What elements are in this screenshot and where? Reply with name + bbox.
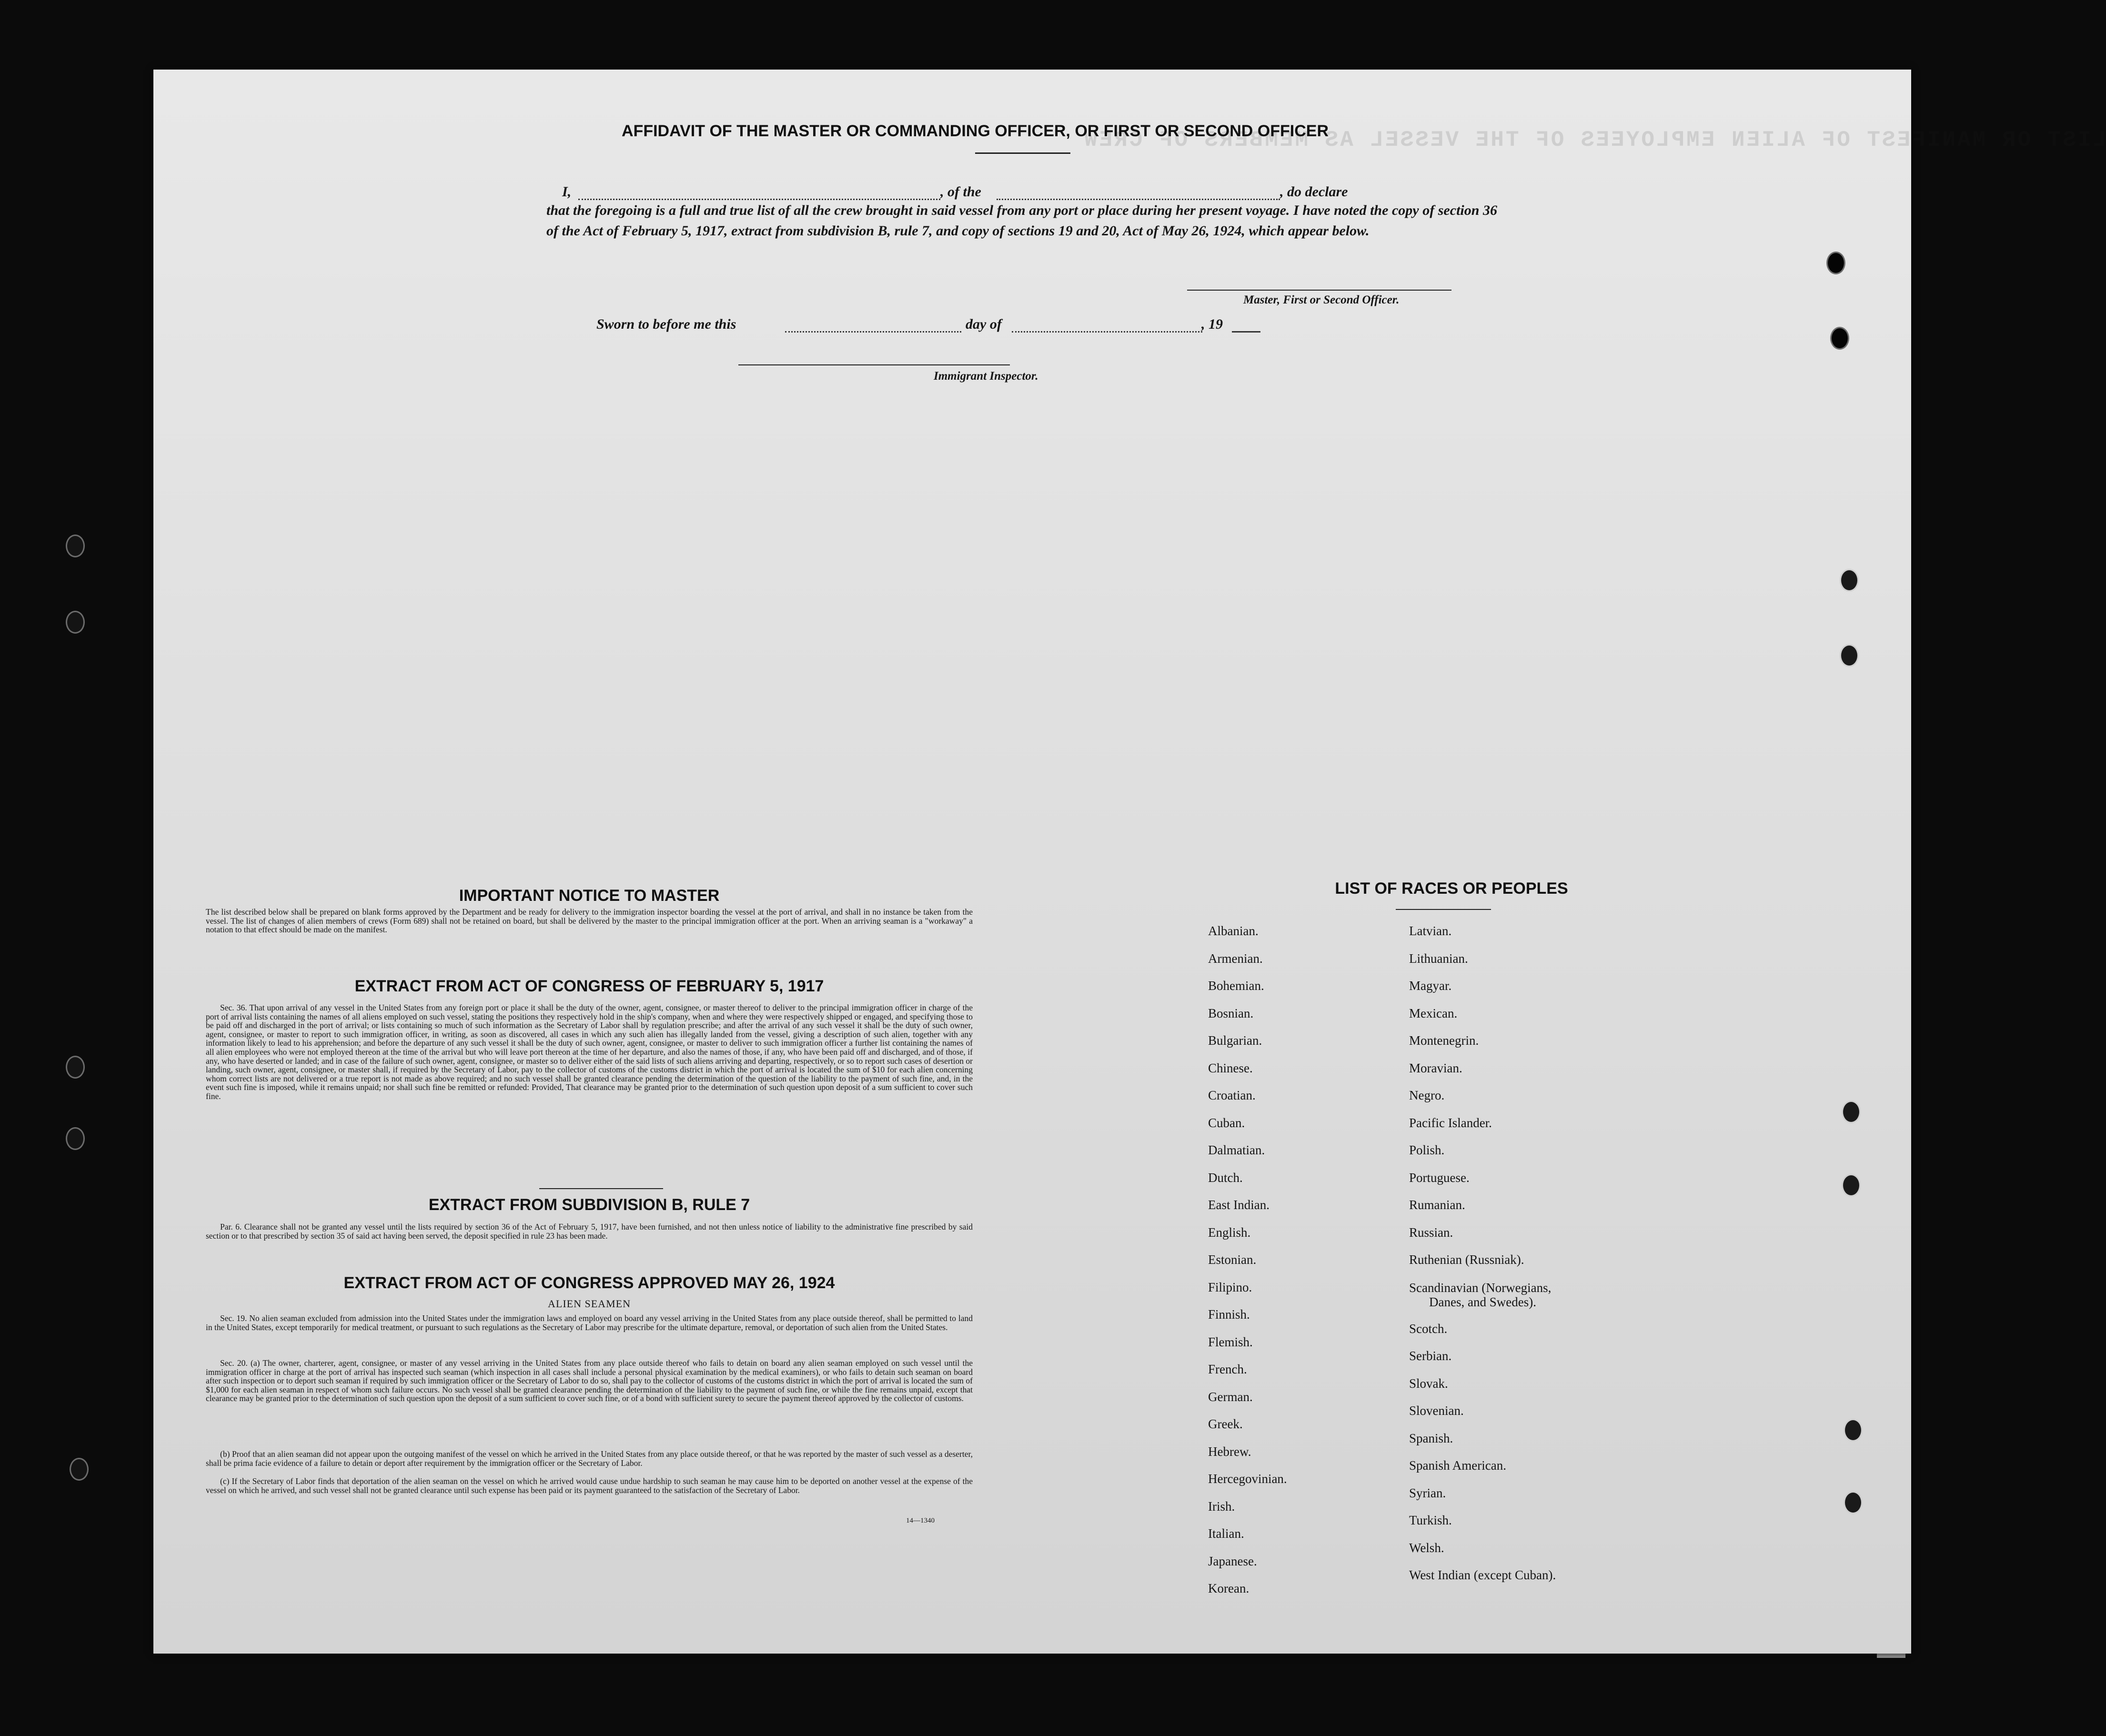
- race-item: Latvian.: [1409, 924, 1452, 938]
- inspector-label: Immigrant Inspector.: [934, 370, 1038, 383]
- notice-title: IMPORTANT NOTICE TO MASTER: [459, 887, 720, 905]
- race-item: Dutch.: [1208, 1170, 1243, 1185]
- punch-hole: [1842, 1100, 1861, 1123]
- extract-rule7-title: EXTRACT FROM SUBDIVISION B, RULE 7: [428, 1196, 750, 1214]
- affidavit-title: AFFIDAVIT OF THE MASTER OR COMMANDING OFFICER, OR FIRST OR SECOND OFFICER: [622, 122, 1329, 140]
- race-item: Albanian.: [1208, 924, 1259, 938]
- race-item: Irish.: [1208, 1499, 1235, 1514]
- race-item: Montenegrin.: [1409, 1033, 1479, 1048]
- affidavit-line1-prefix: I,: [562, 184, 572, 200]
- affidavit-vessel-field[interactable]: [997, 186, 1280, 200]
- race-item: Moravian.: [1409, 1060, 1462, 1075]
- binder-hole: [66, 1056, 85, 1079]
- race-item: West Indian (except Cuban).: [1409, 1568, 1556, 1582]
- binder-hole: [66, 611, 85, 634]
- race-item: Cuban.: [1208, 1115, 1245, 1130]
- races-list-right: [1409, 918, 1556, 1589]
- race-item: Slovenian.: [1409, 1403, 1464, 1418]
- races-list-left: [1208, 918, 1287, 1603]
- sworn-year-label: , 19: [1201, 316, 1223, 332]
- affidavit-title-underline: [975, 152, 1070, 154]
- binder-hole: [66, 1127, 85, 1150]
- race-item: Lithuanian.: [1409, 951, 1468, 966]
- race-item: Danes, and Swedes).: [1429, 1294, 1536, 1309]
- punch-hole: [1844, 1419, 1863, 1442]
- form-number: 14—1340: [906, 1517, 935, 1524]
- punch-hole: [1826, 252, 1845, 274]
- race-item: Korean.: [1208, 1581, 1249, 1595]
- race-item: Japanese.: [1208, 1554, 1257, 1568]
- race-item: Estonian.: [1208, 1252, 1257, 1267]
- punch-hole: [1830, 327, 1849, 350]
- race-item: Bosnian.: [1208, 1006, 1254, 1020]
- race-item: Magyar.: [1409, 979, 1452, 993]
- races-title-underline: [1396, 909, 1491, 910]
- race-item: Welsh.: [1409, 1540, 1444, 1555]
- extract-1924-sec20a: Sec. 20. (a) The owner, charterer, agent, consignee, or master of any vessel arriving in the United States from any place outside thereof who fails to detain on board any alien seaman employed on such vessel until the immigration officer in charge at the port of arrival has inspected such seaman (which inspection in all cases shall include a personal physical examination by the medical examiners), or who fails to detain such seaman on board after such inspection or to deport such seaman if required by such immigration officer or the Secretary of Labor to do so, shall pay to the collector of customs of the customs district in which the port of arrival is located the sum of $1,000 for each alien seaman in respect of whom such failure occurs. No such vessel shall be granted clearance pending the determination of the liability to the payment of such fine, or while the fine remains unpaid, except that clearance may be granted prior to the determination of such question upon the deposit of a sum sufficient to cover such fine, or of a bond with sufficient surety to secure the payment thereof approved by the collector of customs.: [206, 1358, 973, 1403]
- sworn-day-field[interactable]: [785, 319, 961, 333]
- binder-hole: [66, 535, 85, 557]
- race-item: Mexican.: [1409, 1006, 1458, 1020]
- race-item: Slovak.: [1409, 1376, 1448, 1391]
- notice-text: The list described below shall be prepared on blank forms approved by the Department and be ready for delivery to the immigration inspector boarding the vessel at the port of arrival, and shall in no instance be taken from the vessel. The list of changes of alien members of crews (Form 689) shall not be retained on board, but shall be delivered by the master to the principal immigration officer at the port. When an arriving seaman is a "workaway" a notation to that effect should be made on the manifest.: [206, 907, 973, 935]
- race-item: Croatian.: [1208, 1088, 1256, 1102]
- race-item: Hercegovinian.: [1208, 1472, 1287, 1486]
- punch-hole: [1844, 1491, 1863, 1514]
- bleed-through-header: LIST OR MANIFEST OF ALIEN EMPLOYEES OF THE VESSEL AS MEMBERS OF CREW: [1082, 128, 2106, 152]
- race-item: Bulgarian.: [1208, 1033, 1262, 1048]
- sworn-year-field[interactable]: [1232, 319, 1260, 333]
- race-item: Ruthenian (Russniak).: [1409, 1252, 1524, 1267]
- race-item: Serbian.: [1409, 1349, 1452, 1363]
- race-item: Spanish.: [1409, 1431, 1453, 1445]
- extract-rule7-text: Par. 6. Clearance shall not be granted any vessel until the lists required by section 36 of the Act of February 5, 1917, have been furnished, and not then unless notice of liability to the administrative fine prescribed by said section or to that prescribed by section 35 of said act having been served, the deposit specified in rule 23 has been made.: [206, 1222, 973, 1241]
- race-item: Chinese.: [1208, 1060, 1253, 1075]
- race-item: Greek.: [1208, 1417, 1243, 1431]
- manifest-back-page: [153, 70, 2106, 1654]
- punch-hole: [1840, 644, 1859, 667]
- extract-1917-title: EXTRACT FROM ACT OF CONGRESS OF FEBRUARY 5, 1917: [354, 977, 824, 995]
- race-item: Hebrew.: [1208, 1444, 1251, 1459]
- race-item: Bohemian.: [1208, 979, 1264, 993]
- extract-1924-sec19: Sec. 19. No alien seaman excluded from admission into the United States under the immigration laws and employed on board any vessel arriving in the United States from any place outside thereof, shall be permitted to land in the United States, except temporarily for medical treatment, or pursuant to such regulations as the Secretary of Labor may prescribe for the ultimate departure, removal, or deportation of such alien from the United States.: [206, 1313, 973, 1332]
- race-item: German.: [1208, 1389, 1253, 1404]
- inspector-signature-line[interactable]: [738, 364, 1010, 365]
- race-item: Russian.: [1409, 1225, 1453, 1240]
- race-item: Dalmatian.: [1208, 1143, 1265, 1157]
- race-item: Negro.: [1409, 1088, 1445, 1102]
- sworn-prefix: Sworn to before me this: [596, 316, 736, 332]
- race-item: English.: [1208, 1225, 1251, 1240]
- extract-1924-sec20c: (c) If the Secretary of Labor finds that deportation of the alien seaman on the vessel on which he arrived would cause undue hardship to such seaman he may cause him to be deported on another vessel at the expense of the vessel on which he arrived, and such vessel shall not be granted clearance until such expense has been paid or its payment guaranteed to the satisfaction of the Secretary of Labor.: [206, 1476, 973, 1495]
- master-signature-line[interactable]: [1187, 290, 1451, 291]
- race-item: Armenian.: [1208, 951, 1263, 966]
- extract-1924-subtitle: ALIEN SEAMEN: [548, 1298, 631, 1310]
- race-item: Pacific Islander.: [1409, 1115, 1492, 1130]
- race-item: Spanish American.: [1409, 1458, 1506, 1473]
- extract-1917-text: Sec. 36. That upon arrival of any vessel in the United States from any foreign port or place it shall be the duty of the owner, agent, consignee, or master thereof to deliver to the principal immigration officer in charge of the port of arrival lists containing the names of all aliens employed on such vessel, stating the positions they respectively hold in the ship's company, when and where they were respectively shipped or engaged, and specifying those to be paid off and discharged in the port of arrival; or lists containing so much of such information as the Secretary of Labor shall by regulation prescribe; and after the arrival of any such vessel it shall be the duty of such owner, agent, consignee, or master to report to such immigration officer, in writing, as soon as discovered, all cases in which any such alien has illegally landed from the vessel, giving a description of such alien, together with any information likely to lead to his apprehension; and before the departure of any such vessel it shall be the duty of such owner, agent, consignee, or master to deliver to such immigration officer a further list containing the names of all alien employees who were not employed thereon at the time of the arrival but who will leave port thereon at the time of her departure, and also the names of those, if any, who have been paid off and discharged, and of those, if any, who have deserted or landed; and in case of the failure of such owner, agent, consignee, or master so to deliver either of the said lists of such aliens arriving and departing, respectively, or so to report such cases of desertion or landing, such owner, agent, consignee, or master shall, if required by the Secretary of Labor, pay to the collector of customs of the customs district in which the port of arrival is located the sum of $10 for each alien concerning whom correct lists are not delivered or a true report is not made as above required; and no such vessel shall be granted clearance pending the determination of the question of the liability to the payment of such fine, and, in the event such fine is imposed, while it remains unpaid; nor shall such fine be remitted or refunded: Provided, That clearance may be granted prior to the determination of such question upon deposit of a sum sufficient to cover such fine.: [206, 1003, 973, 1101]
- race-item: Scotch.: [1409, 1321, 1448, 1336]
- affidavit-body: that the foregoing is a full and true list of all the crew brought in said vessel from any port or place during her present voyage. I have noted the copy of section 36 of the Act of February 5, 1917, extract from subdivision B, rule 7, and copy of sections 19 and 20, Act of May 26, 1924, which appear below.: [546, 202, 1497, 239]
- races-title: LIST OF RACES OR PEOPLES: [1335, 879, 1568, 898]
- race-item: Turkish.: [1409, 1513, 1452, 1527]
- race-item: Flemish.: [1208, 1334, 1253, 1349]
- affidavit-name-field[interactable]: [578, 186, 940, 200]
- race-item: Rumanian.: [1409, 1198, 1465, 1212]
- race-item: Italian.: [1208, 1526, 1244, 1541]
- race-item: Filipino.: [1208, 1280, 1252, 1294]
- affidavit-line1-suffix: , do declare: [1280, 184, 1348, 200]
- sworn-day-label: day of: [966, 316, 1002, 332]
- race-item: Scandinavian (Norwegians,: [1409, 1280, 1552, 1295]
- master-signature-label: Master, First or Second Officer.: [1243, 293, 1400, 306]
- race-item: East Indian.: [1208, 1198, 1270, 1212]
- punch-hole: [1842, 1174, 1861, 1197]
- race-item: French.: [1208, 1362, 1247, 1376]
- extract-1924-sec20b: (b) Proof that an alien seaman did not appear upon the outgoing manifest of the vessel on which he arrived in the United States from any place outside thereof, or that he was reported by the master of such vessel as a deserter, shall be prima facie evidence of a failure to detain or deport after requirement by the immigration officer or the Secretary of Labor.: [206, 1449, 973, 1468]
- extract-divider: [539, 1188, 663, 1189]
- affidavit-line1-mid: , of the: [940, 184, 981, 200]
- sworn-month-field[interactable]: [1012, 319, 1202, 333]
- extract-1924-title: EXTRACT FROM ACT OF CONGRESS APPROVED MAY 26, 1924: [343, 1274, 835, 1292]
- race-item: Portuguese.: [1409, 1170, 1470, 1185]
- race-item: Polish.: [1409, 1143, 1445, 1157]
- binder-hole: [70, 1458, 89, 1481]
- punch-hole: [1840, 569, 1859, 592]
- race-item: Finnish.: [1208, 1307, 1250, 1322]
- race-item: Syrian.: [1409, 1485, 1446, 1500]
